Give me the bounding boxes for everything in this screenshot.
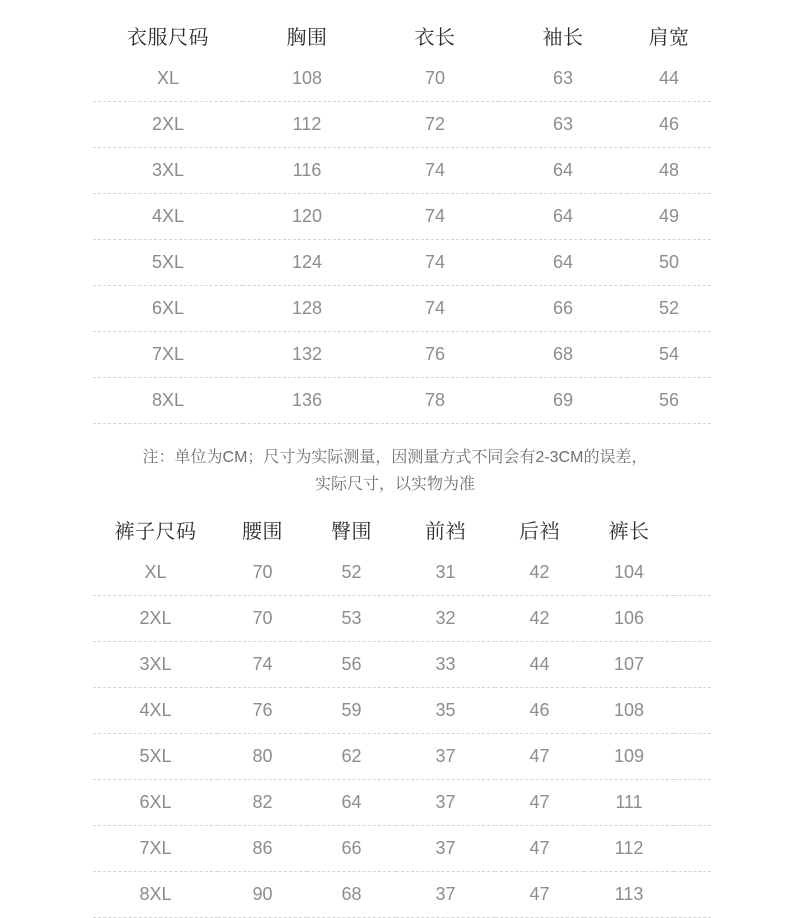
cell-spacer [674,734,711,780]
column-header-chest: 胸围 [286,26,328,49]
cell-back-rise: 47 [495,826,584,872]
clothing-size-table-body [93,56,711,424]
table-row [93,550,711,596]
cell-sleeve: 63 [499,102,627,148]
cell-sleeve: 66 [499,286,627,332]
cell-spacer [674,872,711,918]
pants-size-table-body [93,550,711,918]
cell-length: 74 [371,194,499,240]
cell-spacer [674,688,711,734]
cell-front-rise: 31 [396,550,495,596]
cell-waist: 70 [218,596,307,642]
cell-back-rise: 47 [495,734,584,780]
cell-shoulder: 54 [627,332,711,378]
cell-sleeve: 68 [499,332,627,378]
cell-hip: 66 [307,826,396,872]
cell-spacer [674,780,711,826]
column-header-pants-size: 裤子尺码 [114,520,197,543]
cell-front-rise: 35 [396,688,495,734]
cell-length: 74 [371,148,499,194]
cell-length: 70 [371,56,499,102]
cell-shoulder: 49 [627,194,711,240]
cell-size: XL [93,56,243,102]
cell-shoulder: 44 [627,56,711,102]
cell-length: 76 [371,332,499,378]
cell-chest: 128 [243,286,371,332]
cell-spacer [674,642,711,688]
cell-length: 112 [584,826,674,872]
cell-hip: 68 [307,872,396,918]
cell-chest: 136 [243,378,371,424]
cell-hip: 52 [307,550,396,596]
cell-size: 7XL [93,332,243,378]
cell-back-rise: 47 [495,780,584,826]
cell-sleeve: 64 [499,148,627,194]
column-header-back-rise: 后裆 [519,520,560,543]
cell-length: 108 [584,688,674,734]
column-header-shoulder-width: 肩宽 [648,26,690,49]
cell-waist: 86 [218,826,307,872]
cell-chest: 116 [243,148,371,194]
table-row [93,240,711,286]
table-row [93,56,711,102]
column-header-waist: 腰围 [242,520,283,543]
table-row [93,596,711,642]
cell-size: 5XL [93,734,218,780]
table-row [93,332,711,378]
size-chart-page [0,14,790,904]
cell-back-rise: 44 [495,642,584,688]
cell-length: 111 [584,780,674,826]
table-row [93,194,711,240]
cell-chest: 108 [243,56,371,102]
table-row [93,826,711,872]
section-spacer [0,498,790,508]
table-header-row [93,508,711,550]
cell-sleeve: 69 [499,378,627,424]
table-row [93,148,711,194]
table-row [93,780,711,826]
cell-length: 113 [584,872,674,918]
table-row [93,286,711,332]
cell-waist: 70 [218,550,307,596]
cell-shoulder: 52 [627,286,711,332]
cell-length: 78 [371,378,499,424]
column-header-spacer [674,508,711,550]
cell-waist: 76 [218,688,307,734]
cell-hip: 56 [307,642,396,688]
cell-size: 7XL [93,826,218,872]
cell-size: 8XL [93,378,243,424]
cell-size: 3XL [93,642,218,688]
table-row [93,642,711,688]
cell-hip: 62 [307,734,396,780]
cell-size: 6XL [93,286,243,332]
cell-size: XL [93,550,218,596]
cell-shoulder: 50 [627,240,711,286]
cell-sleeve: 63 [499,56,627,102]
cell-chest: 124 [243,240,371,286]
cell-front-rise: 37 [396,872,495,918]
cell-size: 2XL [93,102,243,148]
cell-back-rise: 42 [495,550,584,596]
cell-sleeve: 64 [499,240,627,286]
cell-front-rise: 32 [396,596,495,642]
cell-front-rise: 33 [396,642,495,688]
cell-hip: 64 [307,780,396,826]
cell-back-rise: 42 [495,596,584,642]
table-row [93,102,711,148]
clothing-size-table-header [93,14,711,56]
cell-shoulder: 46 [627,102,711,148]
cell-hip: 59 [307,688,396,734]
cell-size: 2XL [93,596,218,642]
cell-length: 109 [584,734,674,780]
cell-front-rise: 37 [396,826,495,872]
cell-spacer [674,550,711,596]
measurement-note [115,444,675,498]
cell-waist: 80 [218,734,307,780]
cell-waist: 90 [218,872,307,918]
measurement-note-line-2: 实际尺寸，以实物为准 [314,476,475,493]
table-row [93,734,711,780]
cell-length: 74 [371,240,499,286]
cell-front-rise: 37 [396,780,495,826]
column-header-sleeve-length: 袖长 [542,26,584,49]
clothing-size-table [93,14,711,424]
cell-shoulder: 48 [627,148,711,194]
table-row [93,688,711,734]
cell-size: 4XL [93,194,243,240]
cell-length: 106 [584,596,674,642]
pants-size-table [93,508,711,918]
cell-spacer [674,826,711,872]
cell-chest: 112 [243,102,371,148]
cell-size: 4XL [93,688,218,734]
table-row [93,378,711,424]
cell-size: 5XL [93,240,243,286]
column-header-clothing-length: 衣长 [414,26,456,49]
measurement-note-line-1: 注：单位为CM；尺寸为实际测量，因测量方式不同会有2-3CM的误差， [142,449,648,466]
cell-sleeve: 64 [499,194,627,240]
cell-size: 6XL [93,780,218,826]
column-header-pants-length: 裤长 [608,520,650,543]
pants-size-table-header [93,508,711,550]
column-header-clothing-size: 衣服尺码 [127,26,209,49]
table-header-row [93,14,711,56]
column-header-front-rise: 前裆 [425,520,466,543]
cell-shoulder: 56 [627,378,711,424]
cell-length: 72 [371,102,499,148]
cell-hip: 53 [307,596,396,642]
cell-size: 3XL [93,148,243,194]
cell-chest: 120 [243,194,371,240]
column-header-hip: 臀围 [331,520,372,543]
cell-back-rise: 47 [495,872,584,918]
cell-back-rise: 46 [495,688,584,734]
cell-length: 107 [584,642,674,688]
cell-size: 8XL [93,872,218,918]
cell-chest: 132 [243,332,371,378]
cell-waist: 82 [218,780,307,826]
cell-length: 74 [371,286,499,332]
cell-spacer [674,596,711,642]
cell-length: 104 [584,550,674,596]
cell-waist: 74 [218,642,307,688]
cell-front-rise: 37 [396,734,495,780]
table-row [93,872,711,918]
